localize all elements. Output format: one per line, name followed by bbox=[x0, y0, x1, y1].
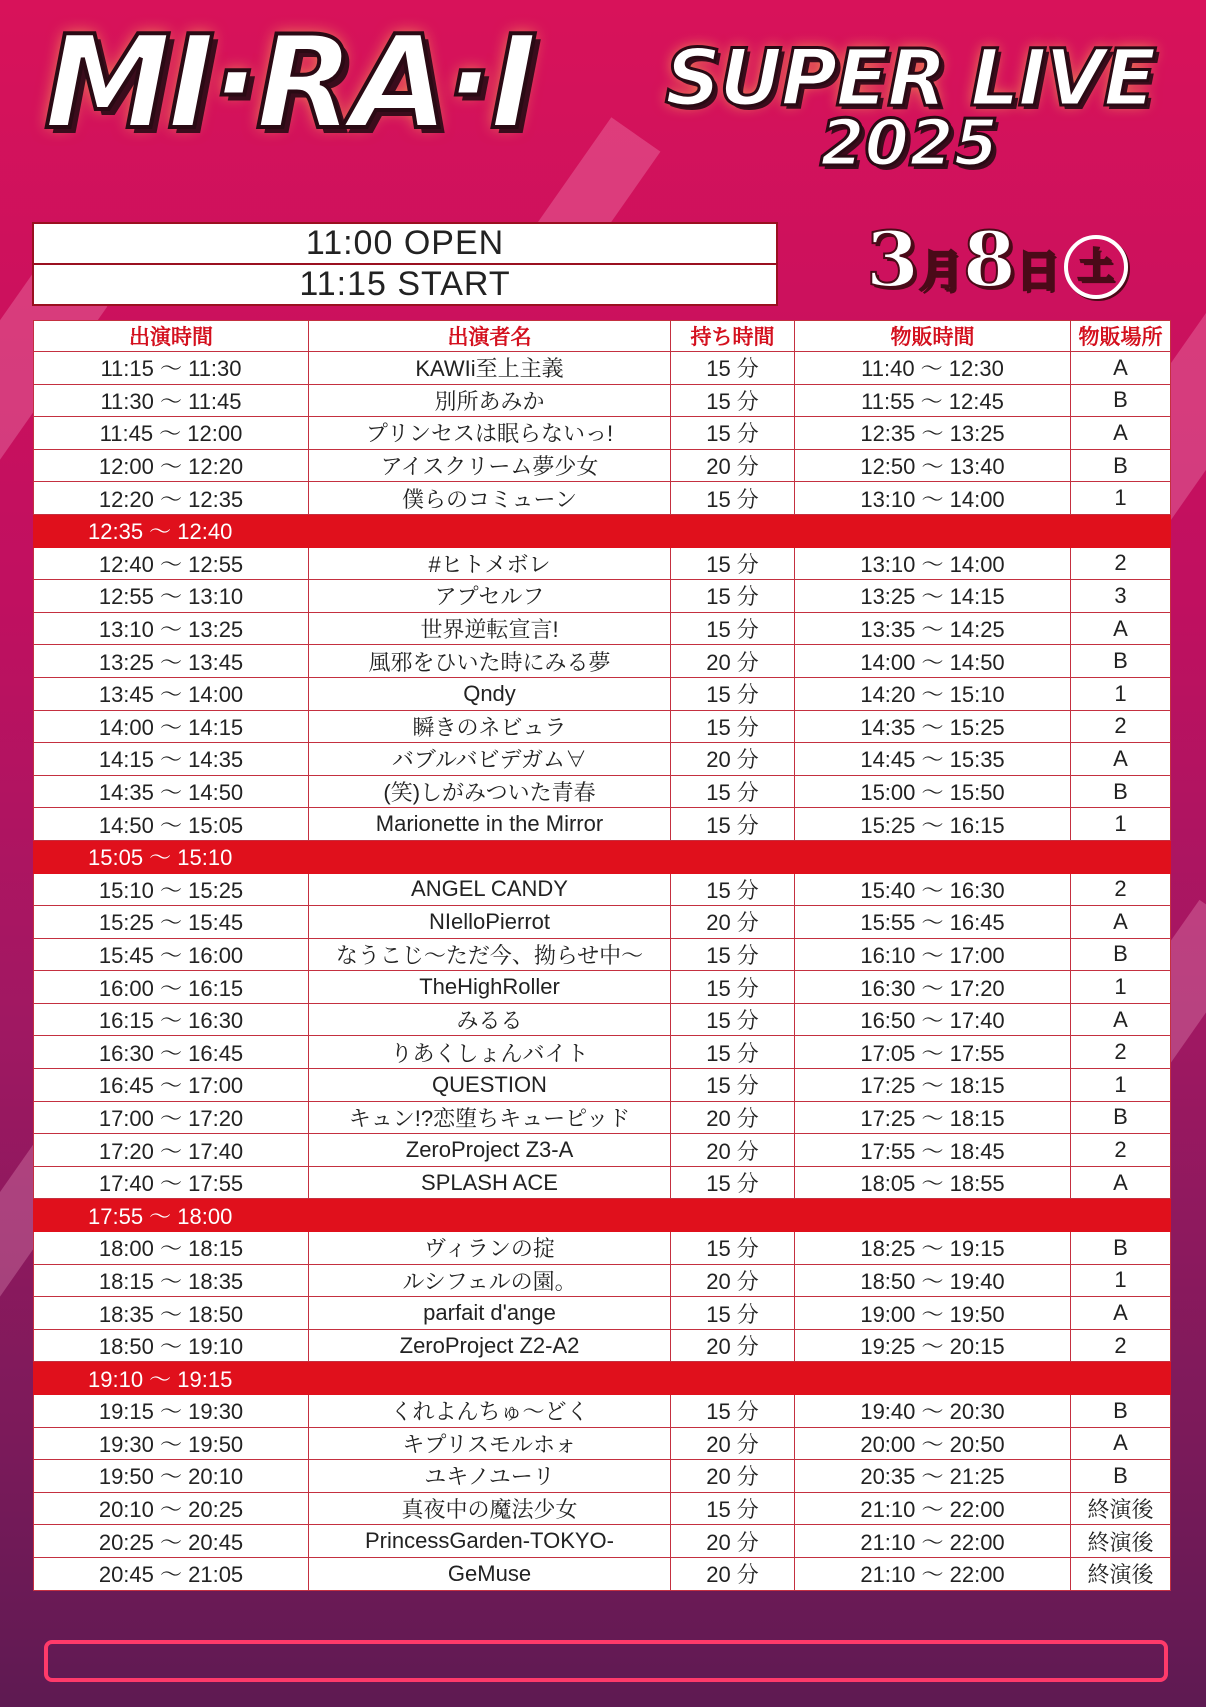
event-date bbox=[866, 215, 1128, 304]
duration: 15 分 bbox=[671, 808, 795, 841]
merch-place: 2 bbox=[1071, 1036, 1171, 1069]
performance-time: 12:00 〜 12:20 bbox=[34, 449, 309, 482]
performance-time: 13:45 〜 14:00 bbox=[34, 677, 309, 710]
table-row bbox=[34, 612, 1171, 645]
table-row bbox=[34, 808, 1171, 841]
performance-time: 16:45 〜 17:00 bbox=[34, 1069, 309, 1102]
duration: 15 分 bbox=[671, 1232, 795, 1265]
merch-place: 1 bbox=[1071, 971, 1171, 1004]
duration: 20 分 bbox=[671, 1329, 795, 1362]
performer-name: Qndy bbox=[309, 677, 671, 710]
performance-time: 14:50 〜 15:05 bbox=[34, 808, 309, 841]
performer-name: GeMuse bbox=[309, 1557, 671, 1590]
duration: 15 分 bbox=[671, 775, 795, 808]
merch-time: 19:00 〜 19:50 bbox=[795, 1297, 1071, 1330]
col-header-duration: 持ち時間 bbox=[671, 321, 795, 352]
merch-place: A bbox=[1071, 906, 1171, 939]
merch-place: 1 bbox=[1071, 808, 1171, 841]
merch-place: 1 bbox=[1071, 1264, 1171, 1297]
merch-time: 16:30 〜 17:20 bbox=[795, 971, 1071, 1004]
table-row bbox=[34, 1069, 1171, 1102]
performer-name: parfait d'ange bbox=[309, 1297, 671, 1330]
duration: 15 分 bbox=[671, 873, 795, 906]
duration: 15 分 bbox=[671, 677, 795, 710]
duration: 15 分 bbox=[671, 547, 795, 580]
table-row bbox=[34, 1329, 1171, 1362]
merch-time: 14:20 〜 15:10 bbox=[795, 677, 1071, 710]
duration: 15 分 bbox=[671, 1036, 795, 1069]
merch-time: 17:05 〜 17:55 bbox=[795, 1036, 1071, 1069]
merch-time: 15:40 〜 16:30 bbox=[795, 873, 1071, 906]
break-row bbox=[34, 840, 1171, 873]
date-day: 8 bbox=[962, 215, 1016, 304]
merch-time: 17:25 〜 18:15 bbox=[795, 1069, 1071, 1102]
performance-time: 16:30 〜 16:45 bbox=[34, 1036, 309, 1069]
duration: 15 分 bbox=[671, 352, 795, 385]
merch-place: B bbox=[1071, 1232, 1171, 1265]
break-time: 17:55 〜 18:00 bbox=[34, 1199, 1171, 1232]
col-header-performance-time: 出演時間 bbox=[34, 321, 309, 352]
performer-name: PrincessGarden-TOKYO- bbox=[309, 1525, 671, 1558]
merch-time: 14:00 〜 14:50 bbox=[795, 645, 1071, 678]
performance-time: 15:25 〜 15:45 bbox=[34, 906, 309, 939]
merch-place: 1 bbox=[1071, 1069, 1171, 1102]
merch-time: 16:50 〜 17:40 bbox=[795, 1003, 1071, 1036]
merch-place: B bbox=[1071, 1395, 1171, 1428]
table-row bbox=[34, 449, 1171, 482]
merch-place: 終演後 bbox=[1071, 1525, 1171, 1558]
merch-time: 17:55 〜 18:45 bbox=[795, 1134, 1071, 1167]
merch-time: 13:10 〜 14:00 bbox=[795, 482, 1071, 515]
merch-place: 終演後 bbox=[1071, 1492, 1171, 1525]
merch-time: 20:35 〜 21:25 bbox=[795, 1460, 1071, 1493]
duration: 15 分 bbox=[671, 384, 795, 417]
table-row bbox=[34, 417, 1171, 450]
col-header-merch-place: 物販場所 bbox=[1071, 321, 1171, 352]
performer-name: りあくしょんバイト bbox=[309, 1036, 671, 1069]
performance-time: 11:15 〜 11:30 bbox=[34, 352, 309, 385]
break-row bbox=[34, 1199, 1171, 1232]
merch-time: 15:00 〜 15:50 bbox=[795, 775, 1071, 808]
merch-place: B bbox=[1071, 645, 1171, 678]
performance-time: 13:10 〜 13:25 bbox=[34, 612, 309, 645]
performer-name: アプセルフ bbox=[309, 580, 671, 613]
performance-time: 12:55 〜 13:10 bbox=[34, 580, 309, 613]
performer-name: ZeroProject Z3-A bbox=[309, 1134, 671, 1167]
performer-name: 風邪をひいた時にみる夢 bbox=[309, 645, 671, 678]
duration: 20 分 bbox=[671, 906, 795, 939]
performance-time: 14:00 〜 14:15 bbox=[34, 710, 309, 743]
merch-place: A bbox=[1071, 1427, 1171, 1460]
performance-time: 18:35 〜 18:50 bbox=[34, 1297, 309, 1330]
merch-place: 1 bbox=[1071, 677, 1171, 710]
performer-name: (笑)しがみついた青春 bbox=[309, 775, 671, 808]
performer-name: ANGEL CANDY bbox=[309, 873, 671, 906]
table-row bbox=[34, 1525, 1171, 1558]
performer-name: プリンセスは眠らないっ! bbox=[309, 417, 671, 450]
merch-time: 18:50 〜 19:40 bbox=[795, 1264, 1071, 1297]
performance-time: 15:10 〜 15:25 bbox=[34, 873, 309, 906]
merch-place: 1 bbox=[1071, 482, 1171, 515]
table-row bbox=[34, 906, 1171, 939]
date-month-unit: 月 bbox=[918, 246, 963, 297]
table-row bbox=[34, 710, 1171, 743]
performer-name: QUESTION bbox=[309, 1069, 671, 1102]
merch-place: 2 bbox=[1071, 1329, 1171, 1362]
duration: 15 分 bbox=[671, 1297, 795, 1330]
merch-time: 20:00 〜 20:50 bbox=[795, 1427, 1071, 1460]
start-time: 11:15 START bbox=[34, 263, 776, 304]
merch-time: 13:25 〜 14:15 bbox=[795, 580, 1071, 613]
duration: 20 分 bbox=[671, 1101, 795, 1134]
performer-name: NIelloPierrot bbox=[309, 906, 671, 939]
merch-place: A bbox=[1071, 612, 1171, 645]
col-header-performer: 出演者名 bbox=[309, 321, 671, 352]
merch-time: 18:05 〜 18:55 bbox=[795, 1166, 1071, 1199]
performance-time: 11:30 〜 11:45 bbox=[34, 384, 309, 417]
merch-time: 11:55 〜 12:45 bbox=[795, 384, 1071, 417]
duration: 15 分 bbox=[671, 1003, 795, 1036]
performer-name: みるる bbox=[309, 1003, 671, 1036]
merch-place: A bbox=[1071, 1297, 1171, 1330]
merch-time: 21:10 〜 22:00 bbox=[795, 1557, 1071, 1590]
performance-time: 15:45 〜 16:00 bbox=[34, 938, 309, 971]
table-row bbox=[34, 1101, 1171, 1134]
performance-time: 20:10 〜 20:25 bbox=[34, 1492, 309, 1525]
table-row bbox=[34, 1232, 1171, 1265]
duration: 20 分 bbox=[671, 743, 795, 776]
duration: 20 分 bbox=[671, 1264, 795, 1297]
table-row bbox=[34, 1166, 1171, 1199]
table-row bbox=[34, 1460, 1171, 1493]
performance-time: 16:15 〜 16:30 bbox=[34, 1003, 309, 1036]
break-row bbox=[34, 514, 1171, 547]
performer-name: 別所あみか bbox=[309, 384, 671, 417]
performer-name: KAWIi至上主義 bbox=[309, 352, 671, 385]
duration: 20 分 bbox=[671, 1460, 795, 1493]
performance-time: 19:50 〜 20:10 bbox=[34, 1460, 309, 1493]
performer-name: なうこじ〜ただ今、拗らせ中〜 bbox=[309, 938, 671, 971]
duration: 20 分 bbox=[671, 449, 795, 482]
table-row bbox=[34, 971, 1171, 1004]
duration: 20 分 bbox=[671, 1427, 795, 1460]
performer-name: ZeroProject Z2-A2 bbox=[309, 1329, 671, 1362]
merch-time: 21:10 〜 22:00 bbox=[795, 1492, 1071, 1525]
break-time: 19:10 〜 19:15 bbox=[34, 1362, 1171, 1395]
performer-name: SPLASH ACE bbox=[309, 1166, 671, 1199]
performer-name: ヴィランの掟 bbox=[309, 1232, 671, 1265]
merch-time: 17:25 〜 18:15 bbox=[795, 1101, 1071, 1134]
duration: 15 分 bbox=[671, 1395, 795, 1428]
performance-time: 17:20 〜 17:40 bbox=[34, 1134, 309, 1167]
performer-name: くれよんちゅ〜どく bbox=[309, 1395, 671, 1428]
duration: 15 分 bbox=[671, 417, 795, 450]
table-row bbox=[34, 580, 1171, 613]
performance-time: 20:45 〜 21:05 bbox=[34, 1557, 309, 1590]
table-row bbox=[34, 645, 1171, 678]
performer-name: ルシフェルの園。 bbox=[309, 1264, 671, 1297]
performer-name: 世界逆転宣言! bbox=[309, 612, 671, 645]
timetable bbox=[33, 320, 1171, 1591]
merch-place: A bbox=[1071, 1003, 1171, 1036]
performer-name: 真夜中の魔法少女 bbox=[309, 1492, 671, 1525]
duration: 15 分 bbox=[671, 710, 795, 743]
merch-time: 14:45 〜 15:35 bbox=[795, 743, 1071, 776]
merch-time: 21:10 〜 22:00 bbox=[795, 1525, 1071, 1558]
table-row bbox=[34, 1297, 1171, 1330]
performer-name: キプリスモルホォ bbox=[309, 1427, 671, 1460]
performance-time: 17:00 〜 17:20 bbox=[34, 1101, 309, 1134]
merch-place: 終演後 bbox=[1071, 1557, 1171, 1590]
performance-time: 14:15 〜 14:35 bbox=[34, 743, 309, 776]
timetable-header-row bbox=[34, 321, 1171, 352]
highlight-frame bbox=[44, 1640, 1168, 1682]
merch-place: B bbox=[1071, 775, 1171, 808]
table-row bbox=[34, 677, 1171, 710]
table-row bbox=[34, 482, 1171, 515]
merch-place: B bbox=[1071, 1101, 1171, 1134]
merch-place: B bbox=[1071, 938, 1171, 971]
performance-time: 13:25 〜 13:45 bbox=[34, 645, 309, 678]
table-row bbox=[34, 743, 1171, 776]
date-month: 3 bbox=[866, 215, 919, 304]
merch-place: A bbox=[1071, 352, 1171, 385]
merch-place: B bbox=[1071, 1460, 1171, 1493]
merch-time: 13:35 〜 14:25 bbox=[795, 612, 1071, 645]
merch-place: B bbox=[1071, 449, 1171, 482]
duration: 20 分 bbox=[671, 645, 795, 678]
merch-place: A bbox=[1071, 417, 1171, 450]
break-row bbox=[34, 1362, 1171, 1395]
duration: 15 分 bbox=[671, 1492, 795, 1525]
performer-name: 瞬きのネビュラ bbox=[309, 710, 671, 743]
break-time: 15:05 〜 15:10 bbox=[34, 840, 1171, 873]
event-header bbox=[0, 0, 1206, 215]
performer-name: #ヒトメボレ bbox=[309, 547, 671, 580]
merch-place: 2 bbox=[1071, 873, 1171, 906]
table-row bbox=[34, 1036, 1171, 1069]
merch-place: 2 bbox=[1071, 710, 1171, 743]
event-logo-main: MI·RA·I bbox=[44, 9, 534, 158]
merch-place: 2 bbox=[1071, 547, 1171, 580]
performance-time: 20:25 〜 20:45 bbox=[34, 1525, 309, 1558]
merch-place: B bbox=[1071, 384, 1171, 417]
duration: 15 分 bbox=[671, 938, 795, 971]
date-day-unit: 日 bbox=[1015, 246, 1060, 297]
merch-time: 15:55 〜 16:45 bbox=[795, 906, 1071, 939]
open-start-box bbox=[32, 222, 778, 306]
merch-place: A bbox=[1071, 1166, 1171, 1199]
duration: 20 分 bbox=[671, 1525, 795, 1558]
performance-time: 12:20 〜 12:35 bbox=[34, 482, 309, 515]
table-row bbox=[34, 1395, 1171, 1428]
performer-name: キュン!?恋堕ちキューピッド bbox=[309, 1101, 671, 1134]
merch-time: 16:10 〜 17:00 bbox=[795, 938, 1071, 971]
merch-place: 2 bbox=[1071, 1134, 1171, 1167]
table-row bbox=[34, 1134, 1171, 1167]
table-row bbox=[34, 352, 1171, 385]
performance-time: 19:30 〜 19:50 bbox=[34, 1427, 309, 1460]
table-row bbox=[34, 1427, 1171, 1460]
duration: 20 分 bbox=[671, 1134, 795, 1167]
merch-time: 13:10 〜 14:00 bbox=[795, 547, 1071, 580]
merch-time: 14:35 〜 15:25 bbox=[795, 710, 1071, 743]
performance-time: 17:40 〜 17:55 bbox=[34, 1166, 309, 1199]
event-logo-year: 2025 bbox=[820, 107, 999, 181]
merch-time: 19:25 〜 20:15 bbox=[795, 1329, 1071, 1362]
table-row bbox=[34, 1264, 1171, 1297]
duration: 20 分 bbox=[671, 1557, 795, 1590]
col-header-merch-time: 物販時間 bbox=[795, 321, 1071, 352]
merch-time: 11:40 〜 12:30 bbox=[795, 352, 1071, 385]
merch-time: 18:25 〜 19:15 bbox=[795, 1232, 1071, 1265]
duration: 15 分 bbox=[671, 612, 795, 645]
performance-time: 18:00 〜 18:15 bbox=[34, 1232, 309, 1265]
performer-name: アイスクリーム夢少女 bbox=[309, 449, 671, 482]
duration: 15 分 bbox=[671, 1069, 795, 1102]
performer-name: TheHighRoller bbox=[309, 971, 671, 1004]
duration: 15 分 bbox=[671, 971, 795, 1004]
performance-time: 16:00 〜 16:15 bbox=[34, 971, 309, 1004]
merch-place: A bbox=[1071, 743, 1171, 776]
merch-place: 3 bbox=[1071, 580, 1171, 613]
performer-name: 僕らのコミューン bbox=[309, 482, 671, 515]
performance-time: 14:35 〜 14:50 bbox=[34, 775, 309, 808]
open-time: 11:00 OPEN bbox=[305, 224, 505, 262]
duration: 15 分 bbox=[671, 1166, 795, 1199]
performance-time: 12:40 〜 12:55 bbox=[34, 547, 309, 580]
merch-time: 12:35 〜 13:25 bbox=[795, 417, 1071, 450]
performance-time: 18:50 〜 19:10 bbox=[34, 1329, 309, 1362]
performer-name: Marionette in the Mirror bbox=[309, 808, 671, 841]
performance-time: 18:15 〜 18:35 bbox=[34, 1264, 309, 1297]
merch-time: 19:40 〜 20:30 bbox=[795, 1395, 1071, 1428]
event-logo-sub: SUPER LIVE bbox=[665, 34, 1155, 124]
table-row bbox=[34, 384, 1171, 417]
duration: 15 分 bbox=[671, 580, 795, 613]
duration: 15 分 bbox=[671, 482, 795, 515]
table-row bbox=[34, 1557, 1171, 1590]
merch-time: 12:50 〜 13:40 bbox=[795, 449, 1071, 482]
table-row bbox=[34, 938, 1171, 971]
performance-time: 19:15 〜 19:30 bbox=[34, 1395, 309, 1428]
performer-name: バブルバビデガム∀ bbox=[309, 743, 671, 776]
break-time: 12:35 〜 12:40 bbox=[34, 514, 1171, 547]
table-row bbox=[34, 1003, 1171, 1036]
table-row bbox=[34, 873, 1171, 906]
table-row bbox=[34, 1492, 1171, 1525]
merch-time: 15:25 〜 16:15 bbox=[795, 808, 1071, 841]
date-weekday: 土 bbox=[1064, 235, 1128, 299]
table-row bbox=[34, 547, 1171, 580]
performance-time: 11:45 〜 12:00 bbox=[34, 417, 309, 450]
table-row bbox=[34, 775, 1171, 808]
performer-name: ユキノユーリ bbox=[309, 1460, 671, 1493]
